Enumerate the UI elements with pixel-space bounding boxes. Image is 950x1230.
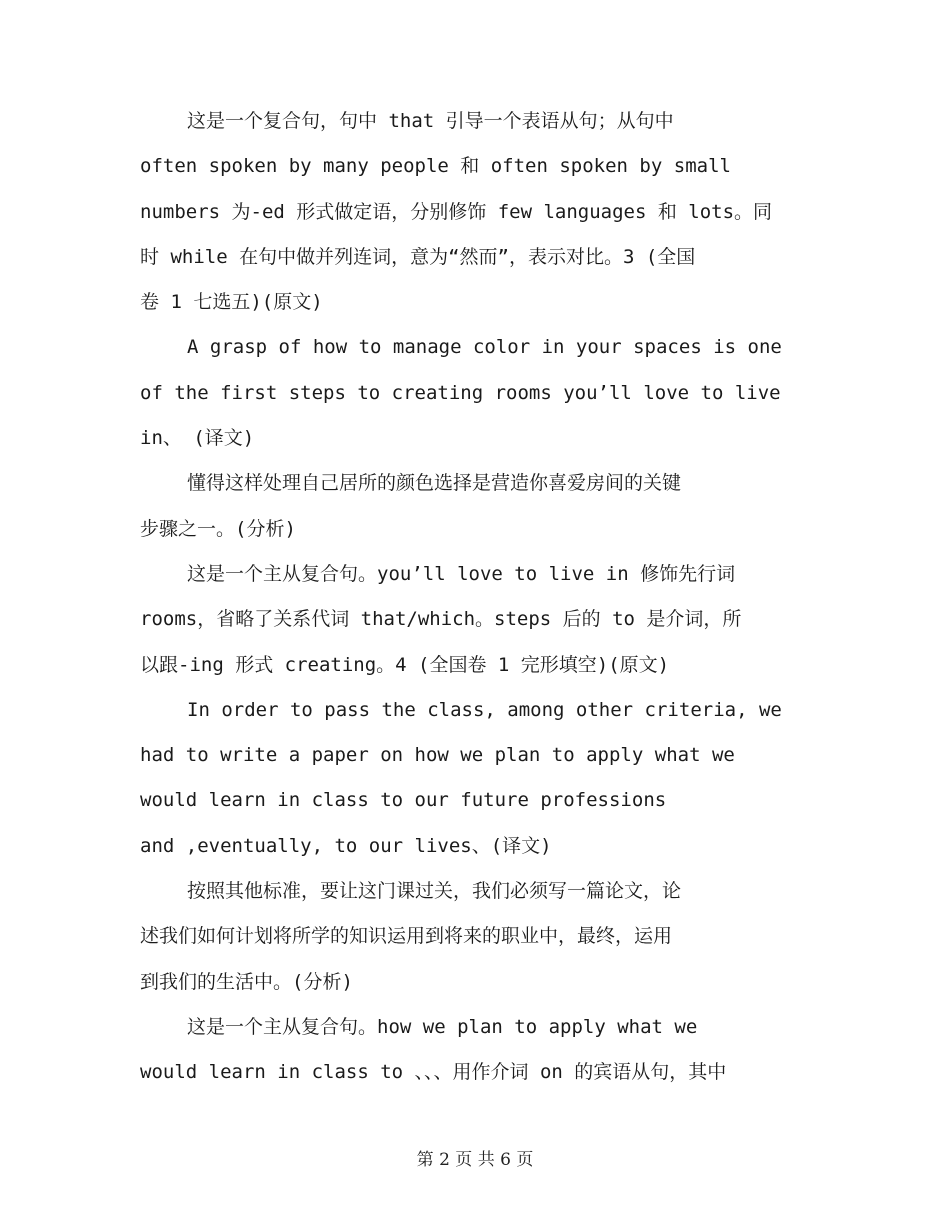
text-line: 按照其他标准，要让这门课过关，我们必须写一篇论文，论: [187, 880, 682, 903]
text-line: 这是一个主从复合句。how we plan to apply what we: [187, 1015, 698, 1038]
text-line: 以跟-ing 形式 creating。4 (全国卷 1 完形填空)(原文): [140, 653, 670, 676]
text-line: would learn in class to 、、、用作介词 on 的宾语从句，其中: [140, 1061, 727, 1084]
text-line: in、 (译文): [140, 427, 255, 450]
text-line: 卷 1 七选五)(原文): [140, 291, 323, 314]
text-line: In order to pass the class, among other criteria, we: [187, 698, 782, 721]
text-line: of the first steps to creating rooms you’ll love to live: [140, 381, 781, 404]
text-line: 步骤之一。(分析): [140, 517, 296, 540]
text-line: rooms，省略了关系代词 that/which。steps 后的 to 是介词，所: [140, 608, 742, 631]
text-line: 懂得这样处理自己居所的颜色选择是营造你喜爱房间的关键: [187, 472, 682, 495]
text-line: 述我们如何计划将所学的知识运用到将来的职业中，最终，运用: [140, 925, 673, 948]
document-body: [140, 99, 815, 1096]
text-line: numbers 为-ed 形式做定语，分别修饰 few languages 和 lots。同: [140, 200, 773, 223]
text-line: would learn in class to our future professions: [140, 789, 667, 812]
text-line: 这是一个复合句，句中 that 引导一个表语从句；从句中: [187, 110, 674, 132]
text-line: 这是一个主从复合句。you’ll love to live in 修饰先行词: [187, 562, 736, 585]
text-line: often spoken by many people 和 often spoken by small: [140, 155, 731, 178]
page-number-footer: 第 2 页 共 6 页: [416, 1150, 534, 1170]
text-line: 到我们的生活中。(分析): [140, 970, 353, 993]
text-line: had to write a paper on how we plan to apply what we: [140, 744, 735, 767]
text-line: and ,eventually, to our lives、(译文): [140, 834, 552, 857]
text-line: A grasp of how to manage color in your spaces is one: [187, 336, 782, 359]
text-line: 时 while 在句中做并列连词，意为“然而”，表示对比。3 (全国: [140, 245, 696, 268]
